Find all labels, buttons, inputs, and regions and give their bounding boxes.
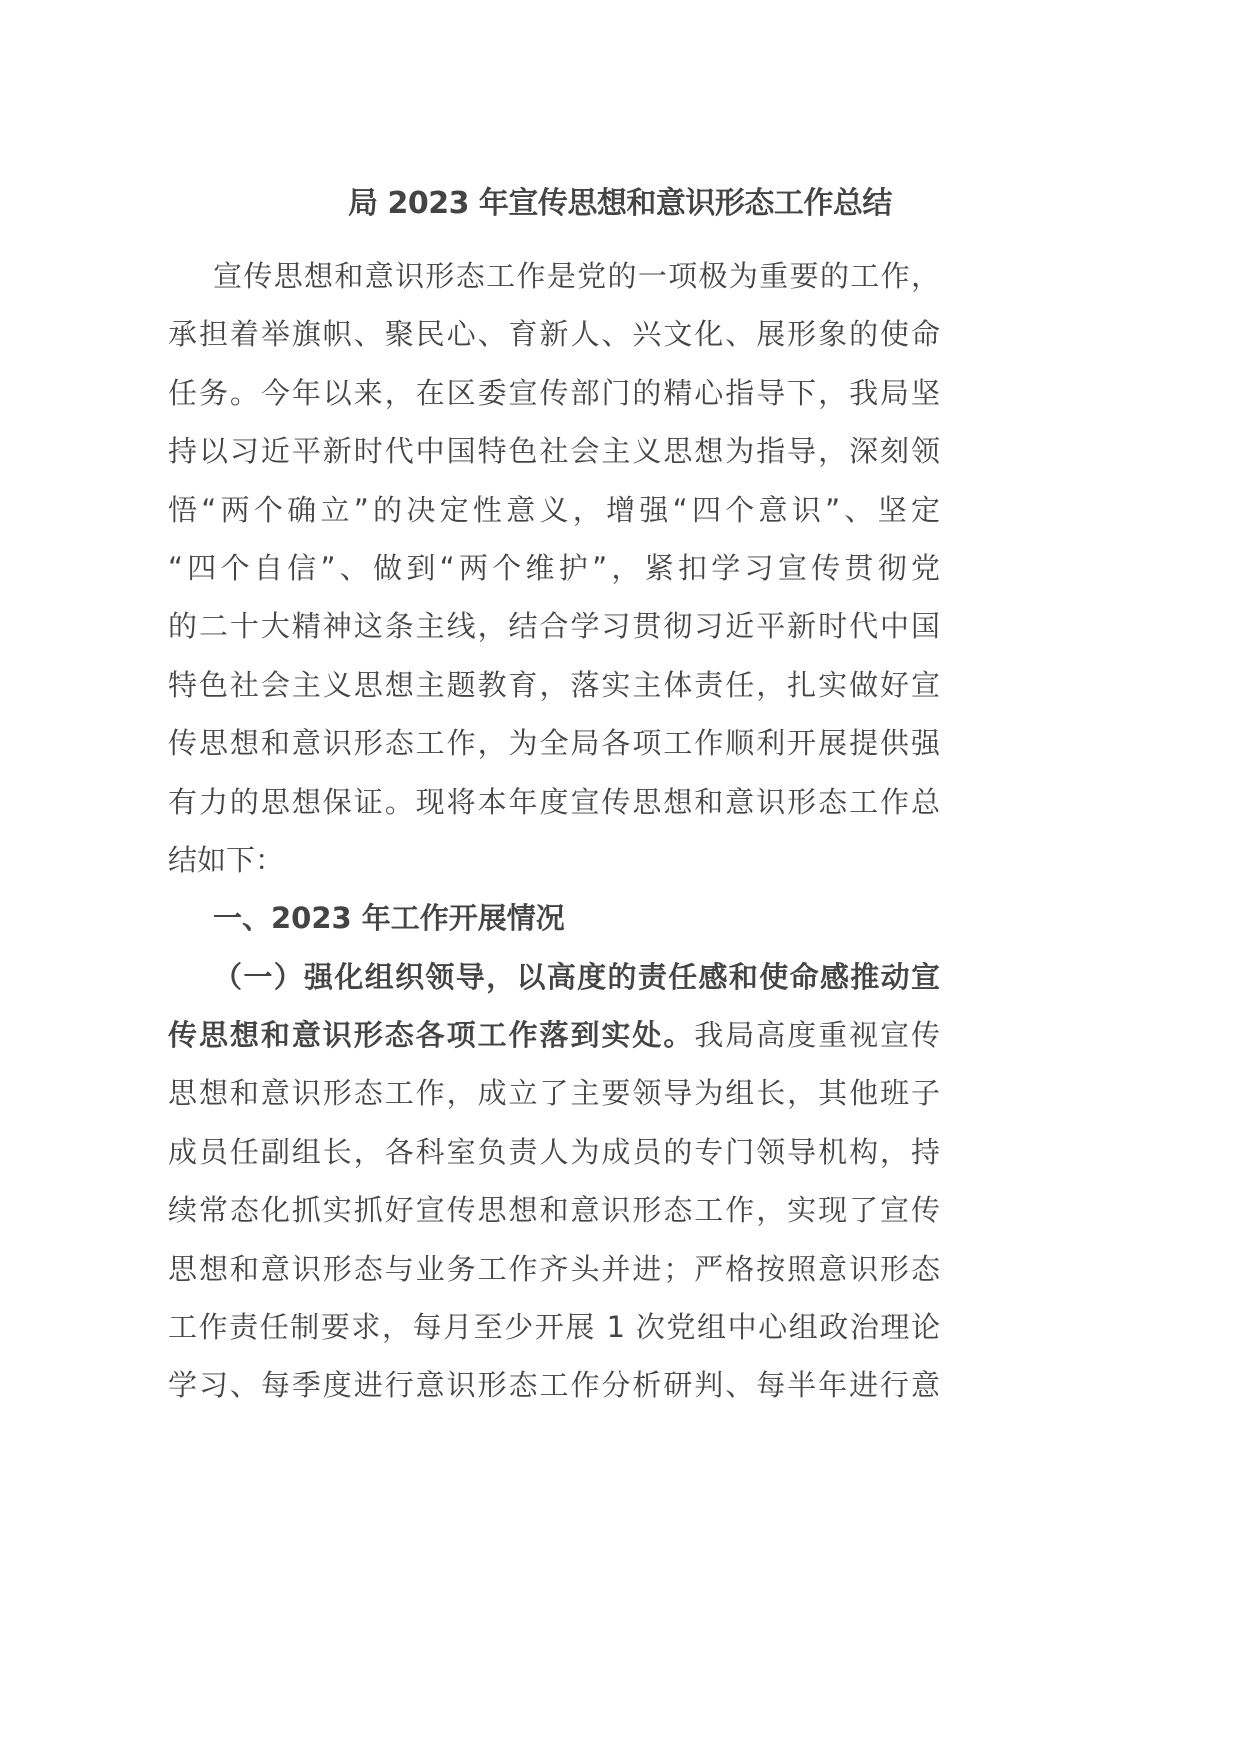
subsection-heading-cont: 传思想和意识形态各项工作落到实处。: [168, 1018, 695, 1053]
text-line: 工作责任制要求，每月至少开展 1 次党组中心组政治理论: [168, 1310, 940, 1345]
text-span: 我局高度重视宣传: [694, 1018, 940, 1053]
document-title: 局 2023 年宣传思想和意识形态工作总结: [348, 186, 892, 221]
text-line: 学习、每季度进行意识形态工作分析研判、每半年进行意: [168, 1368, 940, 1403]
text-line: 续常态化抓实抓好宣传思想和意识形态工作，实现了宣传: [168, 1193, 940, 1228]
section-heading: 一、2023 年工作开展情况: [213, 901, 565, 936]
text-line: 有力的思想保证。现将本年度宣传思想和意识形态工作总: [168, 784, 940, 819]
intro-paragraph: [168, 247, 940, 889]
text-line: 的二十大精神这条主线，结合学习贯彻习近平新时代中国: [168, 609, 940, 644]
text-line: 传思想和意识形态工作，为全局各项工作顺利开展提供强: [168, 726, 940, 761]
text-line: 宣传思想和意识形态工作是党的一项极为重要的工作，: [213, 259, 940, 293]
text-line: 持以习近平新时代中国特色社会主义思想为指导，深刻领: [168, 434, 940, 469]
text-line: 悟“两个确立”的决定性意义，增强“四个意识”、坚定: [168, 492, 940, 527]
subsection-paragraph: [168, 948, 940, 1415]
text-line: 特色社会主义思想主题教育，落实主体责任，扎实做好宣: [168, 667, 940, 702]
text-line: 成员任副组长，各科室负责人为成员的专门领导机构，持: [168, 1134, 940, 1169]
text-line: 任务。今年以来，在区委宣传部门的精心指导下，我局坚: [168, 375, 940, 410]
text-line: [168, 1006, 940, 1064]
subsection-heading: （一）强化组织领导，以高度的责任感和使命感推动宣: [213, 959, 940, 994]
text-line: 承担着举旗帜、聚民心、育新人、兴文化、展形象的使命: [168, 317, 940, 352]
text-line: “四个自信”、做到“两个维护”，紧扣学习宣传贯彻党: [168, 550, 940, 585]
text-line: 思想和意识形态工作，成立了主要领导为组长，其他班子: [168, 1076, 940, 1111]
text-line: 结如下：: [168, 842, 285, 877]
document-body: [168, 247, 940, 1415]
text-line: 思想和意识形态与业务工作齐头并进；严格按照意识形态: [168, 1251, 940, 1286]
